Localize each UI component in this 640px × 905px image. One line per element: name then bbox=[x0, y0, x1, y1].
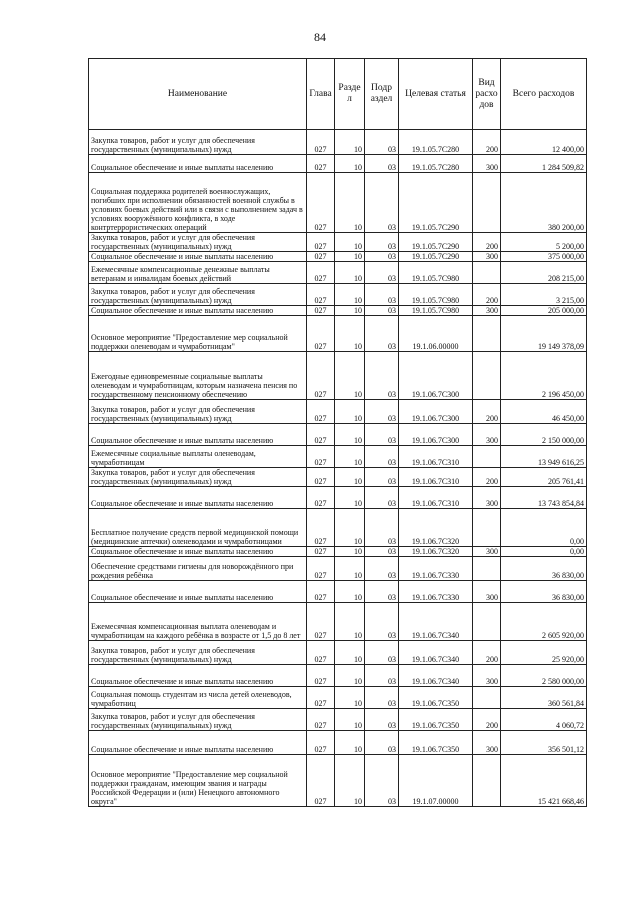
column-header-target: Целевая статья bbox=[399, 59, 473, 130]
cell-section: 10 bbox=[335, 709, 365, 731]
cell-section: 10 bbox=[335, 468, 365, 487]
cell-total: 360 561,84 bbox=[501, 687, 587, 709]
cell-name: Социальная поддержка родителей военнослужащих, погибших при исполнении обязанностей военной службы в условиях боевых действий или в связи с выполнением задач в условиях вооружённого конфликта, в ходе контртеррористических операций bbox=[89, 173, 307, 233]
cell-subsection: 03 bbox=[365, 284, 399, 306]
cell-total: 375 000,00 bbox=[501, 252, 587, 262]
cell-target: 19.1.06.7С300 bbox=[399, 352, 473, 400]
cell-type bbox=[473, 316, 501, 352]
cell-target: 19.1.05.7С280 bbox=[399, 130, 473, 155]
table-row bbox=[89, 130, 587, 155]
table-row bbox=[89, 155, 587, 173]
cell-chapter: 027 bbox=[307, 306, 335, 316]
cell-section: 10 bbox=[335, 352, 365, 400]
table-row bbox=[89, 755, 587, 807]
budget-table bbox=[88, 58, 587, 807]
cell-name: Основное мероприятие "Предоставление мер социальной поддержки гражданам, имеющим звания и награды Российской Федерации и (или) Ненецкого автономного округа" bbox=[89, 755, 307, 807]
column-header-section: Разде л bbox=[335, 59, 365, 130]
cell-type: 200 bbox=[473, 709, 501, 731]
cell-target: 19.1.06.7С340 bbox=[399, 641, 473, 665]
cell-type: 200 bbox=[473, 400, 501, 424]
cell-type bbox=[473, 262, 501, 284]
cell-name: Социальное обеспечение и иные выплаты населению bbox=[89, 487, 307, 509]
cell-total: 2 580 000,00 bbox=[501, 665, 587, 687]
cell-type: 200 bbox=[473, 641, 501, 665]
cell-subsection: 03 bbox=[365, 316, 399, 352]
cell-type bbox=[473, 557, 501, 581]
table-row bbox=[89, 284, 587, 306]
cell-subsection: 03 bbox=[365, 665, 399, 687]
cell-chapter: 027 bbox=[307, 446, 335, 468]
cell-chapter: 027 bbox=[307, 262, 335, 284]
table-row bbox=[89, 233, 587, 252]
cell-section: 10 bbox=[335, 262, 365, 284]
cell-total: 1 284 509,82 bbox=[501, 155, 587, 173]
cell-subsection: 03 bbox=[365, 731, 399, 755]
cell-total: 46 450,00 bbox=[501, 400, 587, 424]
cell-section: 10 bbox=[335, 731, 365, 755]
cell-total: 13 743 854,84 bbox=[501, 487, 587, 509]
cell-total: 19 149 378,09 bbox=[501, 316, 587, 352]
cell-target: 19.1.06.7С340 bbox=[399, 665, 473, 687]
cell-section: 10 bbox=[335, 306, 365, 316]
cell-subsection: 03 bbox=[365, 173, 399, 233]
cell-type: 200 bbox=[473, 468, 501, 487]
cell-section: 10 bbox=[335, 316, 365, 352]
cell-name: Закупка товаров, работ и услуг для обеспечения государственных (муниципальных) нужд bbox=[89, 400, 307, 424]
cell-total: 12 400,00 bbox=[501, 130, 587, 155]
cell-target: 19.1.06.7С350 bbox=[399, 709, 473, 731]
cell-chapter: 027 bbox=[307, 687, 335, 709]
cell-chapter: 027 bbox=[307, 731, 335, 755]
cell-section: 10 bbox=[335, 424, 365, 446]
cell-subsection: 03 bbox=[365, 641, 399, 665]
table-row bbox=[89, 400, 587, 424]
cell-target: 19.1.05.7С290 bbox=[399, 173, 473, 233]
cell-total: 15 421 668,46 bbox=[501, 755, 587, 807]
cell-section: 10 bbox=[335, 130, 365, 155]
cell-section: 10 bbox=[335, 581, 365, 603]
cell-type bbox=[473, 352, 501, 400]
cell-section: 10 bbox=[335, 252, 365, 262]
cell-subsection: 03 bbox=[365, 547, 399, 557]
cell-subsection: 03 bbox=[365, 557, 399, 581]
cell-name: Социальное обеспечение и иные выплаты населению bbox=[89, 424, 307, 446]
cell-target: 19.1.05.7С980 bbox=[399, 284, 473, 306]
cell-section: 10 bbox=[335, 509, 365, 547]
cell-section: 10 bbox=[335, 603, 365, 641]
column-header-name: Наименование bbox=[89, 59, 307, 130]
cell-section: 10 bbox=[335, 233, 365, 252]
cell-chapter: 027 bbox=[307, 709, 335, 731]
table-row bbox=[89, 424, 587, 446]
cell-total: 2 150 000,00 bbox=[501, 424, 587, 446]
cell-target: 19.1.06.00000 bbox=[399, 316, 473, 352]
table-row bbox=[89, 352, 587, 400]
cell-target: 19.1.05.7С980 bbox=[399, 306, 473, 316]
page-number: 84 bbox=[314, 30, 326, 44]
cell-target: 19.1.05.7С980 bbox=[399, 262, 473, 284]
cell-section: 10 bbox=[335, 557, 365, 581]
cell-chapter: 027 bbox=[307, 641, 335, 665]
cell-target: 19.1.06.7С310 bbox=[399, 446, 473, 468]
cell-subsection: 03 bbox=[365, 446, 399, 468]
cell-chapter: 027 bbox=[307, 352, 335, 400]
table-row bbox=[89, 468, 587, 487]
cell-subsection: 03 bbox=[365, 755, 399, 807]
cell-chapter: 027 bbox=[307, 509, 335, 547]
cell-chapter: 027 bbox=[307, 400, 335, 424]
cell-type bbox=[473, 603, 501, 641]
cell-total: 208 215,00 bbox=[501, 262, 587, 284]
cell-chapter: 027 bbox=[307, 603, 335, 641]
cell-name: Закупка товаров, работ и услуг для обеспечения государственных (муниципальных) нужд bbox=[89, 641, 307, 665]
table-row bbox=[89, 252, 587, 262]
table-row bbox=[89, 731, 587, 755]
cell-subsection: 03 bbox=[365, 400, 399, 424]
cell-name: Закупка товаров, работ и услуг для обеспечения государственных (муниципальных) нужд bbox=[89, 468, 307, 487]
cell-total: 5 200,00 bbox=[501, 233, 587, 252]
cell-total: 0,00 bbox=[501, 509, 587, 547]
cell-name: Закупка товаров, работ и услуг для обеспечения государственных (муниципальных) нужд bbox=[89, 284, 307, 306]
cell-section: 10 bbox=[335, 446, 365, 468]
cell-chapter: 027 bbox=[307, 468, 335, 487]
cell-subsection: 03 bbox=[365, 130, 399, 155]
cell-chapter: 027 bbox=[307, 424, 335, 446]
cell-name: Обеспечение средствами гигиены для новорождённого при рождения ребёнка bbox=[89, 557, 307, 581]
table-row bbox=[89, 446, 587, 468]
cell-total: 0,00 bbox=[501, 547, 587, 557]
cell-subsection: 03 bbox=[365, 509, 399, 547]
cell-subsection: 03 bbox=[365, 262, 399, 284]
cell-chapter: 027 bbox=[307, 755, 335, 807]
cell-total: 205 761,41 bbox=[501, 468, 587, 487]
cell-type bbox=[473, 446, 501, 468]
cell-chapter: 027 bbox=[307, 130, 335, 155]
table-row bbox=[89, 557, 587, 581]
cell-chapter: 027 bbox=[307, 557, 335, 581]
cell-name: Ежемесячная компенсационная выплата оленеводам и чумработницам на каждого ребёнка в возрасте от 1,5 до 8 лет bbox=[89, 603, 307, 641]
cell-name: Закупка товаров, работ и услуг для обеспечения государственных (муниципальных) нужд bbox=[89, 233, 307, 252]
cell-total: 3 215,00 bbox=[501, 284, 587, 306]
cell-type: 200 bbox=[473, 284, 501, 306]
cell-name: Социальная помощь студентам из числа детей оленеводов, чумработниц bbox=[89, 687, 307, 709]
cell-section: 10 bbox=[335, 665, 365, 687]
cell-target: 19.1.06.7С350 bbox=[399, 731, 473, 755]
cell-subsection: 03 bbox=[365, 252, 399, 262]
cell-subsection: 03 bbox=[365, 603, 399, 641]
cell-subsection: 03 bbox=[365, 306, 399, 316]
cell-target: 19.1.06.7С320 bbox=[399, 509, 473, 547]
cell-type: 300 bbox=[473, 731, 501, 755]
cell-chapter: 027 bbox=[307, 487, 335, 509]
cell-target: 19.1.06.7С310 bbox=[399, 468, 473, 487]
table-row bbox=[89, 316, 587, 352]
cell-target: 19.1.06.7С340 bbox=[399, 603, 473, 641]
table-row bbox=[89, 547, 587, 557]
cell-section: 10 bbox=[335, 155, 365, 173]
table-row bbox=[89, 687, 587, 709]
table-row bbox=[89, 487, 587, 509]
cell-chapter: 027 bbox=[307, 284, 335, 306]
cell-type: 300 bbox=[473, 665, 501, 687]
table-row bbox=[89, 581, 587, 603]
cell-type bbox=[473, 755, 501, 807]
cell-target: 19.1.06.7С310 bbox=[399, 487, 473, 509]
table-row bbox=[89, 306, 587, 316]
column-header-type: Вид расхо дов bbox=[473, 59, 501, 130]
cell-target: 19.1.05.7С290 bbox=[399, 233, 473, 252]
cell-type: 300 bbox=[473, 581, 501, 603]
cell-name: Социальное обеспечение и иные выплаты населению bbox=[89, 665, 307, 687]
cell-section: 10 bbox=[335, 641, 365, 665]
cell-type: 200 bbox=[473, 130, 501, 155]
cell-target: 19.1.06.7С300 bbox=[399, 424, 473, 446]
cell-target: 19.1.05.7С290 bbox=[399, 252, 473, 262]
cell-chapter: 027 bbox=[307, 316, 335, 352]
cell-total: 4 060,72 bbox=[501, 709, 587, 731]
cell-subsection: 03 bbox=[365, 155, 399, 173]
cell-subsection: 03 bbox=[365, 352, 399, 400]
cell-target: 19.1.06.7С300 bbox=[399, 400, 473, 424]
cell-section: 10 bbox=[335, 755, 365, 807]
cell-name: Социальное обеспечение и иные выплаты населению bbox=[89, 155, 307, 173]
cell-subsection: 03 bbox=[365, 709, 399, 731]
cell-section: 10 bbox=[335, 547, 365, 557]
cell-total: 13 949 616,25 bbox=[501, 446, 587, 468]
cell-chapter: 027 bbox=[307, 155, 335, 173]
cell-section: 10 bbox=[335, 173, 365, 233]
cell-section: 10 bbox=[335, 687, 365, 709]
cell-type bbox=[473, 687, 501, 709]
cell-target: 19.1.07.00000 bbox=[399, 755, 473, 807]
table-row bbox=[89, 709, 587, 731]
cell-name: Социальное обеспечение и иные выплаты населению bbox=[89, 581, 307, 603]
column-header-subsection: Подр аздел bbox=[365, 59, 399, 130]
cell-name: Ежемесячные социальные выплаты оленеводам, чумработницам bbox=[89, 446, 307, 468]
cell-subsection: 03 bbox=[365, 687, 399, 709]
cell-section: 10 bbox=[335, 487, 365, 509]
cell-chapter: 027 bbox=[307, 581, 335, 603]
table-header bbox=[89, 59, 587, 130]
cell-chapter: 027 bbox=[307, 547, 335, 557]
cell-total: 36 830,00 bbox=[501, 557, 587, 581]
cell-target: 19.1.06.7С330 bbox=[399, 581, 473, 603]
cell-name: Ежегодные единовременные социальные выплаты оленеводам и чумработницам, которым назначена пенсия по государственному пенсионному обеспечению bbox=[89, 352, 307, 400]
cell-total: 356 501,12 bbox=[501, 731, 587, 755]
column-header-chapter: Глава bbox=[307, 59, 335, 130]
cell-chapter: 027 bbox=[307, 252, 335, 262]
cell-name: Социальное обеспечение и иные выплаты населению bbox=[89, 547, 307, 557]
cell-section: 10 bbox=[335, 400, 365, 424]
cell-name: Закупка товаров, работ и услуг для обеспечения государственных (муниципальных) нужд bbox=[89, 709, 307, 731]
table-row bbox=[89, 262, 587, 284]
column-header-total: Всего расходов bbox=[501, 59, 587, 130]
cell-type: 300 bbox=[473, 306, 501, 316]
cell-type: 300 bbox=[473, 424, 501, 446]
table-row bbox=[89, 641, 587, 665]
cell-total: 205 000,00 bbox=[501, 306, 587, 316]
cell-type: 300 bbox=[473, 155, 501, 173]
cell-name: Социальное обеспечение и иные выплаты населению bbox=[89, 306, 307, 316]
cell-chapter: 027 bbox=[307, 173, 335, 233]
cell-type bbox=[473, 509, 501, 547]
cell-total: 25 920,00 bbox=[501, 641, 587, 665]
table-row bbox=[89, 509, 587, 547]
cell-subsection: 03 bbox=[365, 487, 399, 509]
cell-subsection: 03 bbox=[365, 581, 399, 603]
table-row bbox=[89, 603, 587, 641]
cell-name: Закупка товаров, работ и услуг для обеспечения государственных (муниципальных) нужд bbox=[89, 130, 307, 155]
cell-target: 19.1.05.7С280 bbox=[399, 155, 473, 173]
cell-total: 36 830,00 bbox=[501, 581, 587, 603]
cell-type: 200 bbox=[473, 233, 501, 252]
cell-subsection: 03 bbox=[365, 468, 399, 487]
cell-type: 300 bbox=[473, 547, 501, 557]
cell-chapter: 027 bbox=[307, 233, 335, 252]
cell-target: 19.1.06.7С320 bbox=[399, 547, 473, 557]
cell-subsection: 03 bbox=[365, 424, 399, 446]
cell-target: 19.1.06.7С350 bbox=[399, 687, 473, 709]
table-row bbox=[89, 665, 587, 687]
table-body bbox=[89, 130, 587, 807]
cell-total: 380 200,00 bbox=[501, 173, 587, 233]
cell-subsection: 03 bbox=[365, 233, 399, 252]
cell-name: Социальное обеспечение и иные выплаты населению bbox=[89, 731, 307, 755]
cell-chapter: 027 bbox=[307, 665, 335, 687]
cell-total: 2 605 920,00 bbox=[501, 603, 587, 641]
cell-target: 19.1.06.7С330 bbox=[399, 557, 473, 581]
cell-name: Социальное обеспечение и иные выплаты населению bbox=[89, 252, 307, 262]
table-row bbox=[89, 173, 587, 233]
cell-section: 10 bbox=[335, 284, 365, 306]
cell-name: Бесплатное получение средств первой медицинской помощи (медицинские аптечки) оленеводами и чумработницами bbox=[89, 509, 307, 547]
cell-type: 300 bbox=[473, 252, 501, 262]
cell-name: Основное мероприятие "Предоставление мер социальной поддержки оленеводам и чумработницам" bbox=[89, 316, 307, 352]
cell-name: Ежемесячные компенсационные денежные выплаты ветеранам и инвалидам боевых действий bbox=[89, 262, 307, 284]
cell-total: 2 196 450,00 bbox=[501, 352, 587, 400]
cell-type bbox=[473, 173, 501, 233]
cell-type: 300 bbox=[473, 487, 501, 509]
